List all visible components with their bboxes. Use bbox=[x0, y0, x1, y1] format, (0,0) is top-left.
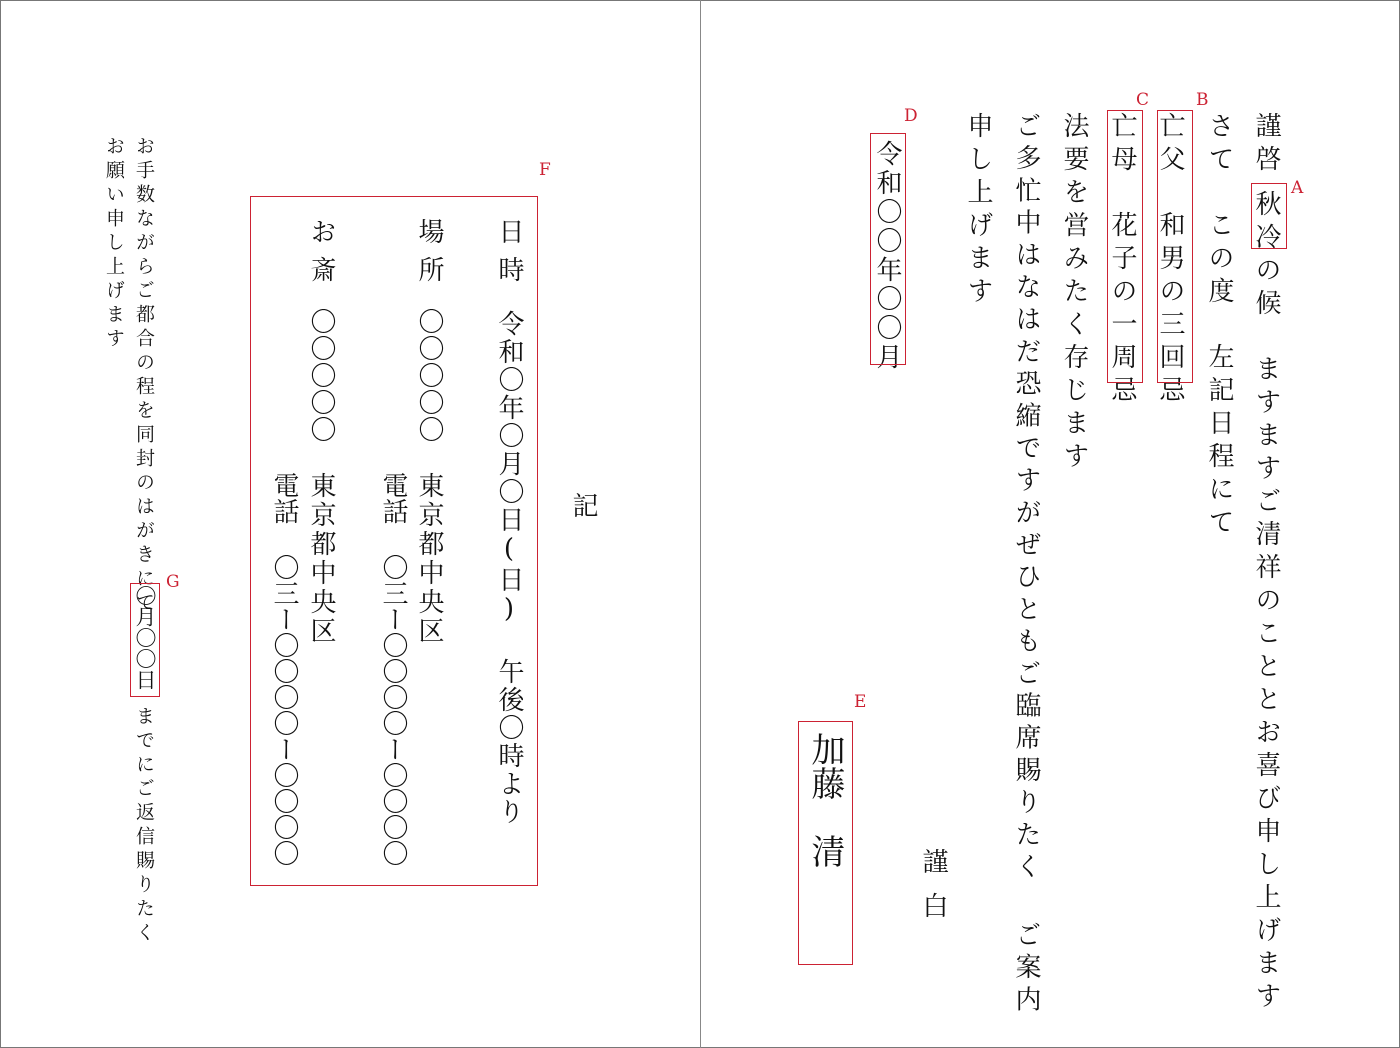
annotation-box-d bbox=[870, 133, 906, 365]
closing-text: 謹白 bbox=[918, 848, 948, 936]
annotation-box-a bbox=[1251, 183, 1287, 249]
body-line-father: 亡父 和男の三回忌 bbox=[1155, 112, 1185, 409]
center-fold-line bbox=[700, 0, 701, 1048]
greeting-line-1: 謹啓 bbox=[1251, 112, 1281, 178]
detail-value-venue: 〇〇〇〇〇 bbox=[414, 308, 444, 443]
annotation-label-g: G bbox=[166, 572, 180, 592]
reply-line-2: お願い申し上げます bbox=[103, 136, 125, 352]
body-line-7: ご多忙中はなはだ恐縮ですがぜひともご臨席賜りたく ご案内 bbox=[1011, 112, 1041, 1018]
annotation-label-d: D bbox=[904, 106, 918, 126]
annotation-label-f: F bbox=[539, 160, 551, 180]
body-line-mother: 亡母 花子の一周忌 bbox=[1107, 112, 1137, 409]
greeting-line-2: 秋冷の候 ますますご清祥のこととお喜び申し上げます bbox=[1251, 190, 1281, 1015]
annotation-label-b: B bbox=[1196, 90, 1209, 110]
venue-phone: 電話 〇三ー〇〇〇〇ー〇〇〇〇 bbox=[378, 472, 408, 866]
ki-heading: 記 bbox=[568, 492, 598, 525]
body-line-8: 申し上げます bbox=[963, 112, 993, 310]
detail-label-datetime: 日時 bbox=[494, 218, 524, 294]
detail-label-venue: 場所 bbox=[414, 218, 444, 294]
annotation-box-b bbox=[1157, 110, 1193, 383]
detail-label-meal: お斎 bbox=[306, 218, 336, 294]
annotation-box-e bbox=[798, 721, 853, 965]
annotation-box-c bbox=[1107, 110, 1143, 383]
annotation-box-g bbox=[130, 583, 160, 697]
annotation-label-e: E bbox=[854, 692, 867, 712]
reply-line-1: お手数ながらご都合の程を同封のはがきにて bbox=[133, 136, 155, 616]
annotation-label-c: C bbox=[1136, 90, 1150, 110]
sender-name: 加藤 清 bbox=[805, 732, 845, 868]
meal-phone: 電話 〇三ー〇〇〇〇ー〇〇〇〇 bbox=[269, 472, 299, 866]
body-line-3: さて この度 左記日程にて bbox=[1204, 112, 1234, 541]
venue-address: 東京都中央区 bbox=[414, 472, 444, 646]
detail-value-meal: 〇〇〇〇〇 bbox=[306, 308, 336, 443]
reply-deadline: 〇月〇〇日 bbox=[133, 585, 157, 690]
reply-line-1-end: までにご返信賜りたく bbox=[133, 706, 155, 946]
meal-address: 東京都中央区 bbox=[306, 472, 336, 646]
body-line-6: 法要を営みたく存じます bbox=[1059, 112, 1089, 475]
annotation-label-a: A bbox=[1291, 178, 1304, 198]
date-text: 令和〇〇年〇〇月 bbox=[872, 140, 902, 372]
detail-value-datetime: 令和〇年〇月〇日(日) 午後〇時より bbox=[494, 310, 524, 826]
